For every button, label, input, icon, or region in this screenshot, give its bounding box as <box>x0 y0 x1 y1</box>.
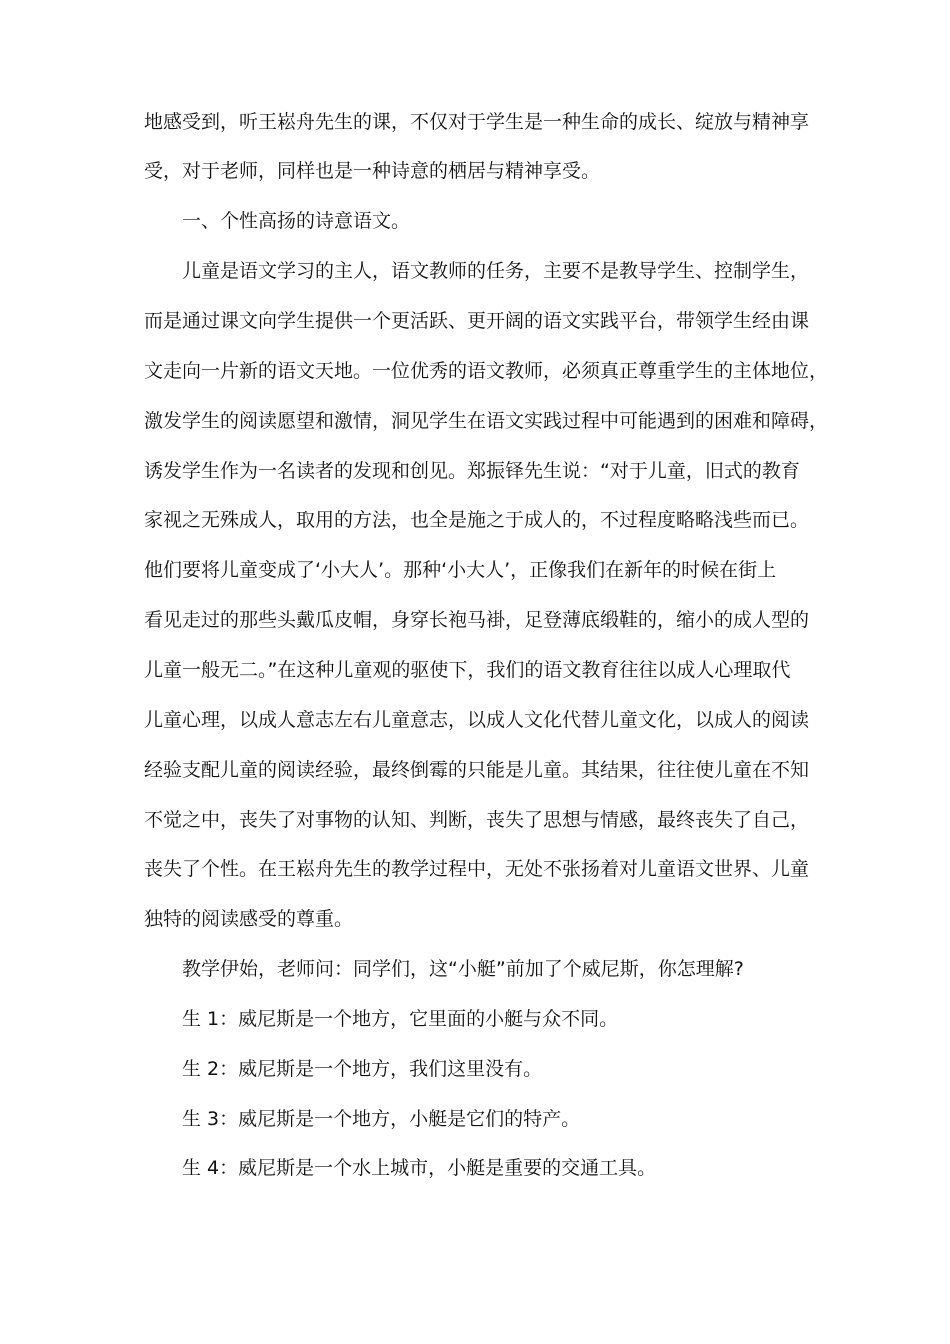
text-line-17: 独特的阅读感受的尊重。 <box>144 908 354 930</box>
text-line-2: 受，对于老师，同样也是一种诗意的栖居与精神享受。 <box>144 160 601 182</box>
text-line-8: 诱发学生作为一名读者的发现和创见。郑振铎先生说：“对于儿童，旧式的教育 <box>144 460 800 482</box>
text-line-6: 文走向一片新的语文天地。一位优秀的语文教师，必须真正尊重学生的主体地位， <box>144 360 829 382</box>
student-answer-1: 生 1：威尼斯是一个地方，它里面的小艇与众不同。 <box>182 1008 619 1030</box>
text-line-11: 看见走过的那些头戴瓜皮帽，身穿长袍马褂，足登薄底缎鞋的，缩小的成人型的 <box>144 609 810 631</box>
student-answer-3: 生 3：威尼斯是一个地方，小艇是它们的特产。 <box>182 1108 581 1130</box>
section-heading: 一、个性高扬的诗意语文。 <box>182 210 411 232</box>
text-line-18: 教学伊始，老师问：同学们，这“小艇”前加了个威尼斯，你怎理解? <box>182 958 744 980</box>
text-line-12: 儿童一般无二。”在这种儿童观的驱使下，我们的语文教育往往以成人心理取代 <box>144 659 791 681</box>
student-answer-4: 生 4：威尼斯是一个水上城市，小艇是重要的交通工具。 <box>182 1157 657 1179</box>
text-line-9: 家视之无殊成人，取用的方法，也全是施之于成人的，不过程度略略浅些而已。 <box>144 509 810 531</box>
student-answer-2: 生 2：威尼斯是一个地方，我们这里没有。 <box>182 1058 543 1080</box>
text-line-13: 儿童心理，以成人意志左右儿童意志，以成人文化代替儿童文化，以成人的阅读 <box>144 709 810 731</box>
text-line-4: 儿童是语文学习的主人，语文教师的任务，主要不是教导学生、控制学生， <box>182 260 810 282</box>
text-line-10: 他们要将儿童变成了‘小大人’。那种‘小大人’，正像我们在新年的时候在街上 <box>144 559 777 581</box>
text-line-16: 丧失了个性。在王崧舟先生的教学过程中，无处不张扬着对儿童语文世界、儿童 <box>144 858 810 880</box>
text-line-7: 激发学生的阅读愿望和激情，洞见学生在语文实践过程中可能遇到的困难和障碍， <box>144 410 829 432</box>
text-line-15: 不觉之中，丧失了对事物的认知、判断，丧失了思想与情感，最终丧失了自己， <box>144 809 810 831</box>
text-line-5: 而是通过课文向学生提供一个更活跃、更开阔的语文实践平台，带领学生经由课 <box>144 310 810 332</box>
text-line-14: 经验支配儿童的阅读经验，最终倒霉的只能是儿童。其结果，往往使儿童在不知 <box>144 759 810 781</box>
text-line-1: 地感受到，听王崧舟先生的课，不仅对于学生是一种生命的成长、绽放与精神享 <box>144 111 810 133</box>
